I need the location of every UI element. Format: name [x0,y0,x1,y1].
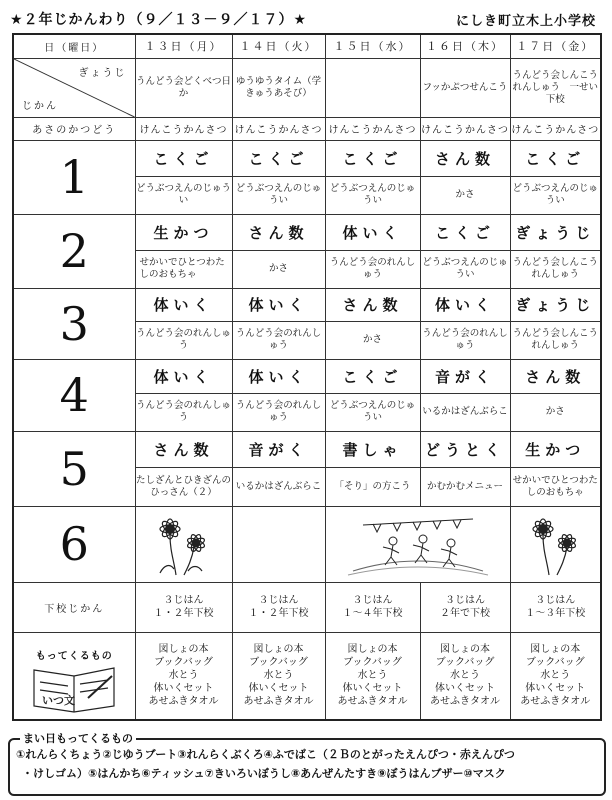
morning-cell: けんこうかんさつ [135,117,232,140]
daily-items-box [8,732,606,796]
subject-cell: さん数 [325,288,420,321]
bring-item: 水とう [540,670,571,682]
day-header: １７日（金） [510,34,601,58]
period-4-subject-row [13,359,601,393]
bring-item: あせふきタオル [430,696,500,708]
dismissal-grades: １～４年下校 [342,608,403,619]
content-cell: かさ [510,393,601,431]
period-5-subject-row [13,431,601,467]
subject-cell: さん数 [420,140,510,176]
day-header-row [13,34,601,58]
event-label: ぎょうじ [78,67,127,79]
morning-label: あさのかつどう [13,117,135,140]
period-number: 3 [13,288,135,359]
bring-label-cell [13,632,135,720]
content-cell: どうぶつえんのじゅうい [232,176,325,214]
page-header [10,9,602,29]
subject-cell: 体いく [135,288,232,321]
morning-cell: けんこうかんさつ [420,117,510,140]
bring-item: 図しょの本 [253,644,304,656]
period-3-subject-row [13,288,601,321]
bring-item: ブックバッグ [154,657,213,669]
content-cell: いるかはざんぶらこ [232,467,325,506]
content-cell: どうぶつえんのじゅうい [325,176,420,214]
period-number: 4 [13,359,135,431]
school-name: にしき町立木上小学校 [455,14,596,29]
subject-cell: こくご [510,140,601,176]
subject-cell: 体いく [232,359,325,393]
time-label: じかん [22,100,58,112]
subject-cell: 体いく [325,214,420,250]
morning-cell: けんこうかんさつ [325,117,420,140]
bring-item: あせふきタオル [520,696,591,708]
bring-item: あせふきタオル [243,696,314,708]
content-cell: いるかはざんぶらこ [420,393,510,431]
bring-item: ブックバッグ [249,657,308,669]
bring-items-cell [232,632,325,720]
subject-cell: こくご [135,140,232,176]
period-number: 2 [13,214,135,288]
event-time-label [13,58,135,117]
empty-cell [232,506,325,582]
bring-item: 体いくセット [435,683,495,695]
bring-item: 体いくセット [248,683,309,695]
timetable [12,33,602,721]
period-1-subject-row [13,140,601,176]
bring-item: あせふきタオル [337,696,408,708]
dismissal-grades: １～３年下校 [525,608,586,619]
cosmos-illustration-cell [135,506,232,582]
dismissal-cell [325,582,420,632]
content-cell: かさ [420,176,510,214]
bring-item: あせふきタオル [148,696,219,708]
day-header: １４日（火） [232,34,325,58]
dismissal-grades: １・２年下校 [248,608,309,619]
content-cell: たしざんとひきざんのひっさん（２） [135,467,232,506]
period-2-subject-row [13,214,601,250]
bring-item: 水とう [263,670,294,682]
content-cell: うんどう会のれんしゅう [232,393,325,431]
morning-row [13,117,601,140]
bring-item: 体いくセット [153,683,214,695]
daily-items-title: まい日もってくるもの [20,731,136,747]
dismissal-time: ３じはん [258,595,299,606]
subject-cell: さん数 [232,214,325,250]
content-cell: うんどう会のれんしゅう [232,321,325,359]
content-cell: うんどう会しんこうれんしゅう [510,321,601,359]
bring-item: 水とう [357,670,388,682]
corner-label: 日（曜日） [13,34,135,58]
bring-label: もってくるもの [35,651,113,663]
subject-cell: 音がく [420,359,510,393]
content-cell: かむかむメニュー [420,467,510,506]
cosmos-flower-icon [140,511,228,577]
event-cell: うんどう会しんこうれんしゅう 一せい下校 [510,58,601,117]
content-cell: かさ [232,250,325,288]
content-cell: 「そり」の方こう [325,467,420,506]
dismissal-grades: ２年で下校 [440,608,490,619]
dismissal-time: ３じはん [352,595,393,606]
bring-item: 図しょの本 [347,644,398,656]
subject-cell: こくご [325,359,420,393]
content-cell: どうぶつえんのじゅうい [135,176,232,214]
subject-cell: 生かつ [510,431,601,467]
subject-cell: さん数 [510,359,601,393]
event-cell [325,58,420,117]
content-cell: どうぶつえんのじゅうい [510,176,601,214]
subject-cell: 体いく [232,288,325,321]
content-cell: どうぶつえんのじゅうい [420,250,510,288]
dismissal-label: 下校じかん [13,582,135,632]
content-cell: うんどう会のれんしゅう [325,250,420,288]
bring-items-cell [510,632,601,720]
sports-day-illustration-cell [325,506,510,582]
subject-cell: ぎょうじ [510,214,601,250]
bring-item: ブックバッグ [343,657,402,669]
dismissal-cell [232,582,325,632]
notebook-picture-text: いつ文 [42,694,76,708]
dismissal-cell [420,582,510,632]
day-header: １３日（月） [135,34,232,58]
bring-item: ブックバッグ [525,657,585,669]
subject-cell: さん数 [135,431,232,467]
subject-cell: 体いく [420,288,510,321]
morning-cell: けんこうかんさつ [232,117,325,140]
content-cell: うんどう会しんこうれんしゅう [510,250,601,288]
daily-items-line: ①れんらくちょう②じゆうブート③れんらくぶくろ④ふでばこ（２Ｂのとがったえんぴつ・赤えんぴつ [16,748,515,761]
subject-cell: こくご [420,214,510,250]
day-header: １６日（木） [420,34,510,58]
subject-cell: 書しゃ [325,431,420,467]
content-cell: どうぶつえんのじゅうい [325,393,420,431]
event-cell: フッかぷつせんこう [420,58,510,117]
cosmos-illustration-cell [510,506,601,582]
bring-item: 体いくセット [525,683,586,695]
dismissal-row [13,582,601,632]
bring-items-cell [420,632,510,720]
bring-item: 図しょの本 [440,644,490,656]
bring-item: 図しょの本 [158,644,209,656]
bring-items-cell [135,632,232,720]
dismissal-time: ３じはん [535,595,576,606]
subject-cell: 音がく [232,431,325,467]
content-cell: かさ [325,321,420,359]
content-cell: うんどう会のれんしゅう [135,393,232,431]
content-cell: うんどう会のれんしゅう [135,321,232,359]
bring-item: 体いくセット [342,683,403,695]
bring-item: 水とう [450,670,480,682]
day-header: １５日（水） [325,34,420,58]
content-cell: せかいでひとつわたしのおもちゃ [135,250,232,288]
notebook-icon [28,662,120,714]
bring-item: ブックバッグ [435,657,495,669]
dismissal-cell [510,582,601,632]
cosmos-flower-icon [515,511,595,577]
content-cell: うんどう会のれんしゅう [420,321,510,359]
subject-cell: こくご [325,140,420,176]
period-number: 5 [13,431,135,506]
subject-cell: ぎょうじ [510,288,601,321]
event-cell: ゆうゆうタイム（学きゅうあそび） [232,58,325,117]
subject-cell: 生かつ [135,214,232,250]
sports-day-running-icon [343,511,493,577]
morning-cell: けんこうかんさつ [510,117,601,140]
event-cell: うんどう会どくべつ日か [135,58,232,117]
daily-items-line: ・けしゴム）⑤はんかち⑥ティッシュ⑦きいろいぼうし⑧あんぜんたすき⑨ぼうはんブザー⑩マスク [22,767,506,780]
subject-cell: 体いく [135,359,232,393]
dismissal-grades: １・２年下校 [153,608,214,619]
bring-items-cell [325,632,420,720]
dismissal-cell [135,582,232,632]
page-title: ★２年じかんわり（９／１３－９／１７）★ [10,12,308,28]
bring-row [13,632,601,720]
dismissal-time: ３じはん [445,595,485,606]
bring-item: 水とう [168,670,199,682]
subject-cell: こくご [232,140,325,176]
bring-item: 図しょの本 [530,644,581,656]
period-number: 1 [13,140,135,214]
content-cell: せかいでひとつわたしのおもちゃ [510,467,601,506]
period-6-row [13,506,601,582]
event-row [13,58,601,117]
period-number: 6 [13,506,135,582]
dismissal-time: ３じはん [163,595,204,606]
subject-cell: どうとく [420,431,510,467]
